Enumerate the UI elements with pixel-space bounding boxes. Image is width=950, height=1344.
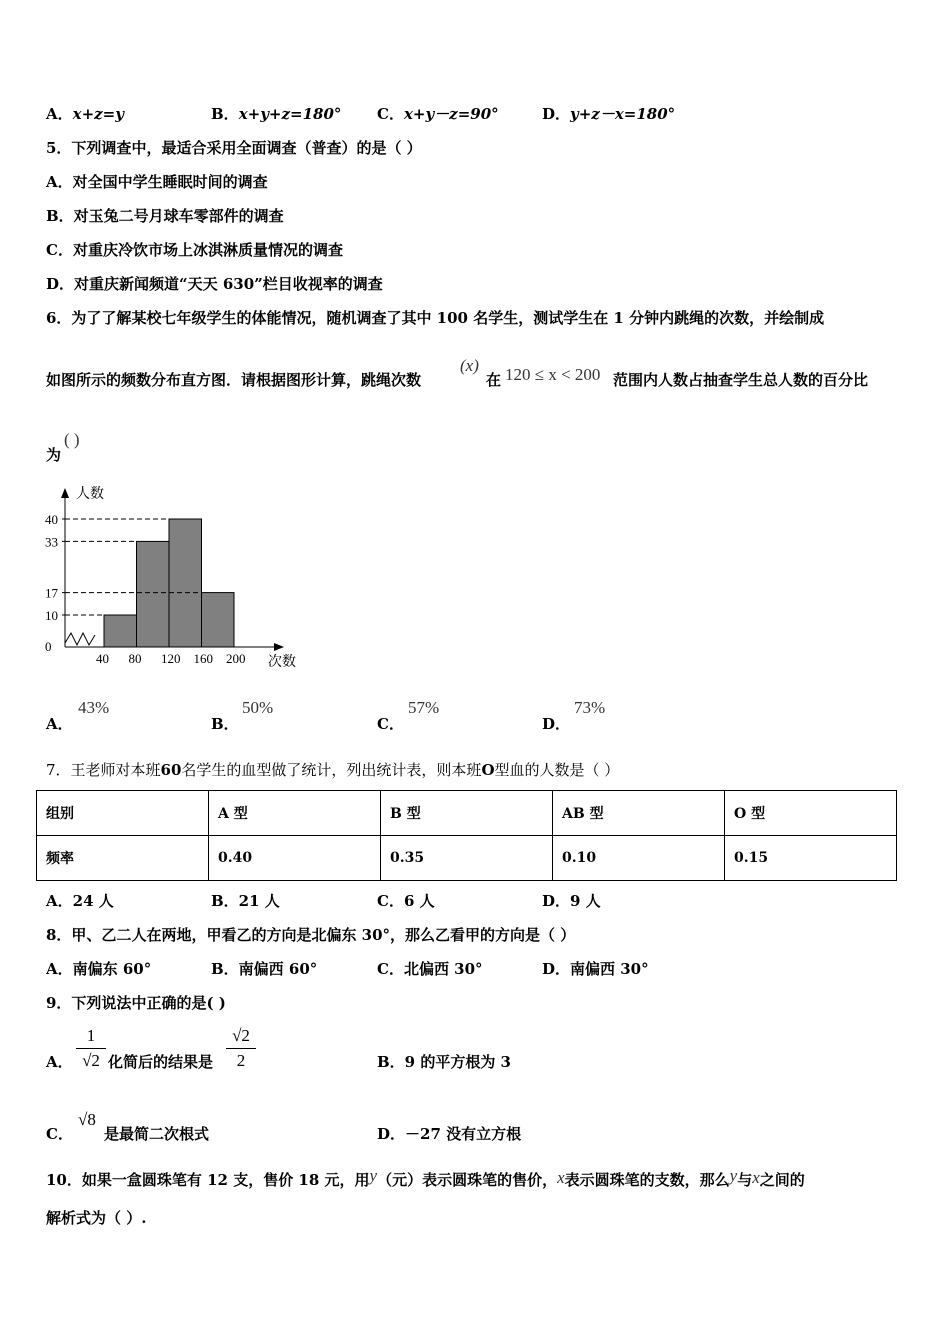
y-axis-arrow bbox=[61, 488, 69, 498]
q4-option-c: C．x+y－z=90° bbox=[377, 105, 499, 123]
q6-stem-line2-a: 如图所示的频数分布直方图．请根据图形计算，跳绳次数 bbox=[46, 371, 422, 389]
histogram-bar bbox=[104, 615, 137, 647]
x-tick-label: 80 bbox=[128, 651, 142, 666]
q5-option-b: B．对玉兔二号月球车零部件的调查 bbox=[46, 207, 284, 225]
table-header-cell: B 型 bbox=[381, 791, 553, 836]
y-axis-label: 人数 bbox=[76, 486, 104, 502]
table-header-cell: O 型 bbox=[725, 791, 897, 836]
q9-option-a-text: 化简后的结果是 bbox=[108, 1053, 214, 1071]
q8-option-c: C．北偏西 30° bbox=[377, 960, 483, 978]
q6-stem-line3: 为 bbox=[46, 446, 62, 464]
fraction-denominator: √2 bbox=[76, 1048, 106, 1071]
q7-option-c: C．6 人 bbox=[377, 892, 435, 910]
q6-option-b-value: 50% bbox=[242, 698, 274, 717]
table-row bbox=[37, 836, 897, 881]
q6-option-a-label: A． bbox=[46, 715, 73, 733]
q6-option-a-value: 43% bbox=[78, 698, 110, 717]
table-cell: 0.10 bbox=[553, 836, 725, 881]
table-cell: 0.40 bbox=[209, 836, 381, 881]
table-header-cell: A 型 bbox=[209, 791, 381, 836]
q7-option-d: D．9 人 bbox=[542, 892, 601, 910]
x-axis-arrow bbox=[274, 643, 284, 651]
q9-stem: 9．下列说法中正确的是( ) bbox=[46, 994, 226, 1012]
q6-answer-blank: ( ) bbox=[64, 430, 80, 449]
y-tick-label: 10 bbox=[45, 608, 58, 623]
q8-option-b: B．南偏西 60° bbox=[211, 960, 318, 978]
q9-option-b: B．9 的平方根为 3 bbox=[377, 1053, 511, 1071]
q6-option-d-value: 73% bbox=[574, 698, 606, 717]
q6-option-c-label: C． bbox=[377, 715, 404, 733]
q9-option-c-label: C． bbox=[46, 1125, 73, 1143]
q5-stem: 5．下列调查中，最适合采用全面调查（普查）的是（ ） bbox=[46, 139, 422, 157]
q5-option-c: C．对重庆冷饮市场上冰淇淋质量情况的调查 bbox=[46, 241, 343, 259]
q4-option-a: A．x+z=y bbox=[46, 105, 124, 123]
q8-option-d: D．南偏西 30° bbox=[542, 960, 649, 978]
q8-stem: 8．甲、乙二人在两地，甲看乙的方向是北偏东 30°，那么乙看甲的方向是（ ） bbox=[46, 926, 576, 944]
q9-option-c-text: 是最简二次根式 bbox=[104, 1125, 210, 1143]
histogram-bar bbox=[202, 593, 235, 647]
table-cell: 0.35 bbox=[381, 836, 553, 881]
x-axis-label: 次数 bbox=[268, 654, 296, 670]
x-tick-label: 120 bbox=[161, 651, 181, 666]
y-tick-label: 17 bbox=[45, 585, 58, 601]
q10-stem-line2: 解析式为（ ）. bbox=[46, 1209, 147, 1227]
fraction-numerator: √2 bbox=[232, 1026, 250, 1045]
x-tick-label: 200 bbox=[226, 651, 246, 666]
table-cell: 0.15 bbox=[725, 836, 897, 881]
table-header-row bbox=[37, 791, 897, 836]
fraction-denominator: 2 bbox=[226, 1048, 256, 1071]
q6-option-c-value: 57% bbox=[408, 698, 440, 717]
q4-option-d: D．y+z－x=180° bbox=[542, 105, 676, 123]
q5-option-d: D．对重庆新闻频道“天天 630”栏目收视率的调查 bbox=[46, 275, 383, 293]
histogram-bar bbox=[169, 519, 202, 647]
q6-variable-x: (x) bbox=[460, 356, 479, 375]
q6-range: 120 ≤ x < 200 bbox=[505, 365, 601, 384]
q9-fraction-one-over-root2 bbox=[76, 1026, 106, 1071]
q7-option-b: B．21 人 bbox=[211, 892, 280, 910]
q9-option-a-label: A． bbox=[46, 1053, 73, 1071]
q6-option-d-label: D． bbox=[542, 715, 571, 733]
q8-option-a: A．南偏东 60° bbox=[46, 960, 152, 978]
q9-option-d: D．－27 没有立方根 bbox=[377, 1125, 522, 1143]
table-cell: 频率 bbox=[37, 836, 209, 881]
q7-stem: 7．王老师对本班60名学生的血型做了统计，列出统计表，则本班O型血的人数是（ ） bbox=[46, 761, 620, 779]
blood-type-table bbox=[36, 790, 897, 881]
fraction-numerator: 1 bbox=[86, 1026, 96, 1045]
y-tick-label: 40 bbox=[45, 512, 58, 527]
y-tick-label: 33 bbox=[45, 534, 58, 550]
q10-stem-line1: 10．如果一盒圆珠笔有 12 支，售价 18 元，用y（元）表示圆珠笔的售价，x表示圆珠笔的支数，那么y与x之间的 bbox=[46, 1166, 805, 1189]
q7-option-a: A．24 人 bbox=[46, 892, 114, 910]
q6-option-b-label: B． bbox=[211, 715, 239, 733]
x-tick-label: 160 bbox=[193, 651, 213, 666]
q4-option-b: B．x+y+z=180° bbox=[211, 105, 342, 123]
table-header-cell: 组别 bbox=[37, 791, 209, 836]
table-header-cell: AB 型 bbox=[553, 791, 725, 836]
histogram-bar bbox=[137, 541, 170, 647]
q9-root8: √8 bbox=[78, 1110, 96, 1129]
histogram-chart bbox=[40, 480, 310, 675]
q6-stem-line1: 6．为了了解某校七年级学生的体能情况，随机调查了其中 100 名学生，测试学生在 1 分钟内跳绳的次数，并绘制成 bbox=[46, 309, 825, 327]
y-tick-label: 0 bbox=[45, 639, 52, 654]
axis-break-zigzag bbox=[65, 633, 95, 645]
q9-fraction-root2-over-2 bbox=[226, 1026, 256, 1071]
q6-stem-line2-c: 范围内人数占抽查学生总人数的百分比 bbox=[613, 371, 869, 389]
q6-stem-line2-b: 在 bbox=[486, 371, 502, 389]
x-tick-label: 40 bbox=[96, 651, 109, 666]
q5-option-a: A．对全国中学生睡眠时间的调查 bbox=[46, 173, 268, 191]
